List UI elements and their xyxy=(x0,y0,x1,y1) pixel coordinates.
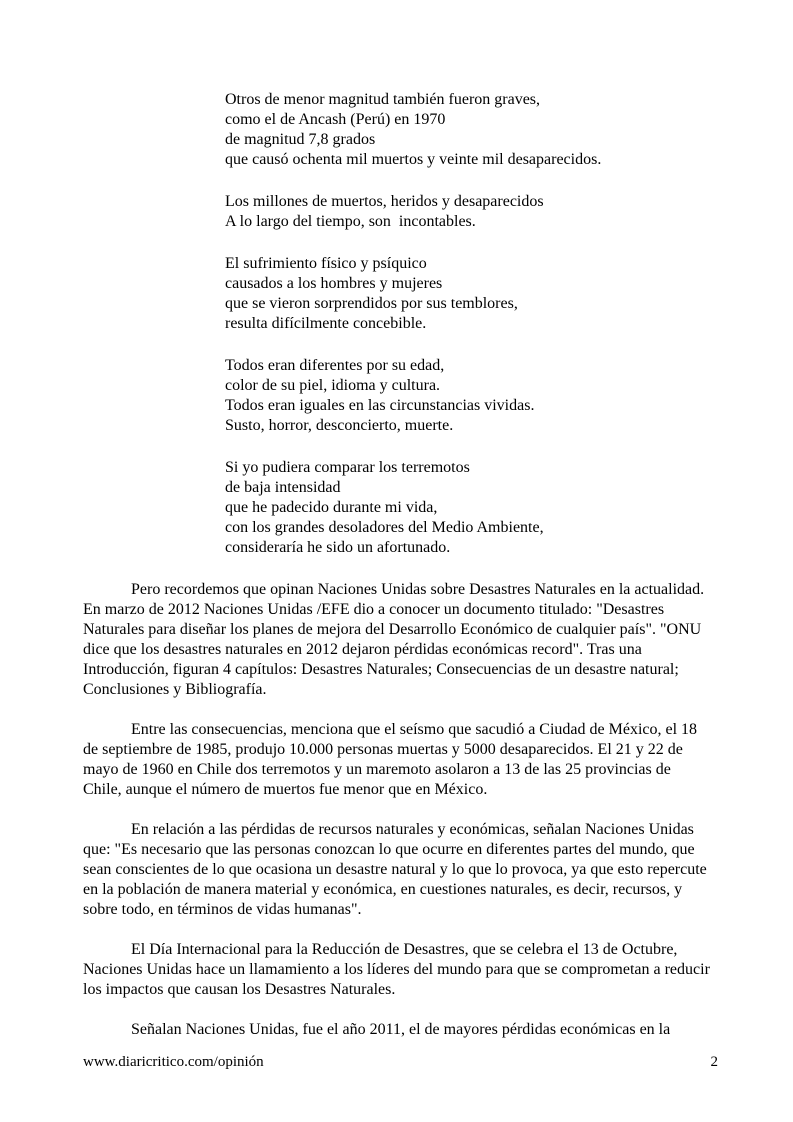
poem-stanza xyxy=(225,90,710,170)
poem-line: de magnitud 7,8 grados xyxy=(225,131,376,148)
body-text xyxy=(83,580,710,1040)
poem-line: con los grandes desoladores del Medio Ambiente, xyxy=(225,519,544,536)
body-paragraph: El Día Internacional para la Reducción de Desastres, que se celebra el 13 de Octubre, Naciones Unidas hace un llamamiento a los líderes del mundo para que se comprometan a reducir los impactos que causan los Desastres Naturales. xyxy=(83,941,710,998)
poem-stanza xyxy=(225,356,710,436)
poem-line: A lo largo del tiempo, son incontables. xyxy=(225,213,476,230)
poem-line: Todos eran diferentes por su edad, xyxy=(225,357,445,374)
poem-line: Si yo pudiera comparar los terremotos xyxy=(225,459,470,476)
body-paragraph: Pero recordemos que opinan Naciones Unidas sobre Desastres Naturales en la actualidad. En marzo de 2012 Naciones Unidas /EFE dio a conocer un documento titulado: "Desastres Naturales para diseñar los planes de mejora del Desarrollo Económico de cualquier país". "ONU dice que los desastres naturales en 2012 dejaron pérdidas económicas record". Tras una Introducción, figuran 4 capítulos: Desastres Naturales; Consecuencias de un desastre natural; Conclusiones y Bibliografía. xyxy=(83,581,705,698)
poem-line: consideraría he sido un afortunado. xyxy=(225,539,451,556)
poem-line: que he padecido durante mi vida, xyxy=(225,499,438,516)
poem-stanza xyxy=(225,458,710,558)
poem-line: Otros de menor magnitud también fueron graves, xyxy=(225,91,541,108)
poem-stanza xyxy=(225,254,710,334)
poem-line: color de su piel, idioma y cultura. xyxy=(225,377,441,394)
page-number: 2 xyxy=(710,1054,718,1070)
poem-line: resulta difícilmente concebible. xyxy=(225,315,427,332)
poem-line: El sufrimiento físico y psíquico xyxy=(225,255,427,272)
poem-line: Susto, horror, desconcierto, muerte. xyxy=(225,417,454,434)
body-paragraph: En relación a las pérdidas de recursos naturales y económicas, señalan Naciones Unidas que: "Es necesario que las personas conozcan lo que ocurre en diferentes partes del mundo, que sean conscientes de lo que ocasiona un desastre natural y lo que lo provoca, ya que esto repercute en la población de manera material y económica, en cuestiones naturales, es decir, recursos, y sobre todo, en términos de vidas humanas". xyxy=(83,821,707,918)
poem-line: que se vieron sorprendidos por sus temblores, xyxy=(225,295,518,312)
poem-line: como el de Ancash (Perú) en 1970 xyxy=(225,111,446,128)
page-footer xyxy=(83,1053,718,1071)
body-paragraph: Entre las consecuencias, menciona que el seísmo que sacudió a Ciudad de México, el 18 de septiembre de 1985, produjo 10.000 personas muertas y 5000 desaparecidos. El 21 y 22 de mayo de 1960 en Chile dos terremotos y un maremoto asolaron a 13 de las 25 provincias de Chile, aunque el número de muertos fue menor que en México. xyxy=(83,721,698,798)
poem-line: Todos eran iguales en las circunstancias vividas. xyxy=(225,397,535,414)
poem-line: Los millones de muertos, heridos y desaparecidos xyxy=(225,193,544,210)
poem-line: causados a los hombres y mujeres xyxy=(225,275,443,292)
poem-line: de baja intensidad xyxy=(225,479,341,496)
footer-url: www.diaricritico.com/opinión xyxy=(83,1054,264,1070)
poem-line: que causó ochenta mil muertos y veinte mil desaparecidos. xyxy=(225,151,602,168)
poem-stanza xyxy=(225,192,710,232)
poem-block xyxy=(225,90,710,558)
body-paragraph: Señalan Naciones Unidas, fue el año 2011, el de mayores pérdidas económicas en la xyxy=(131,1021,671,1038)
